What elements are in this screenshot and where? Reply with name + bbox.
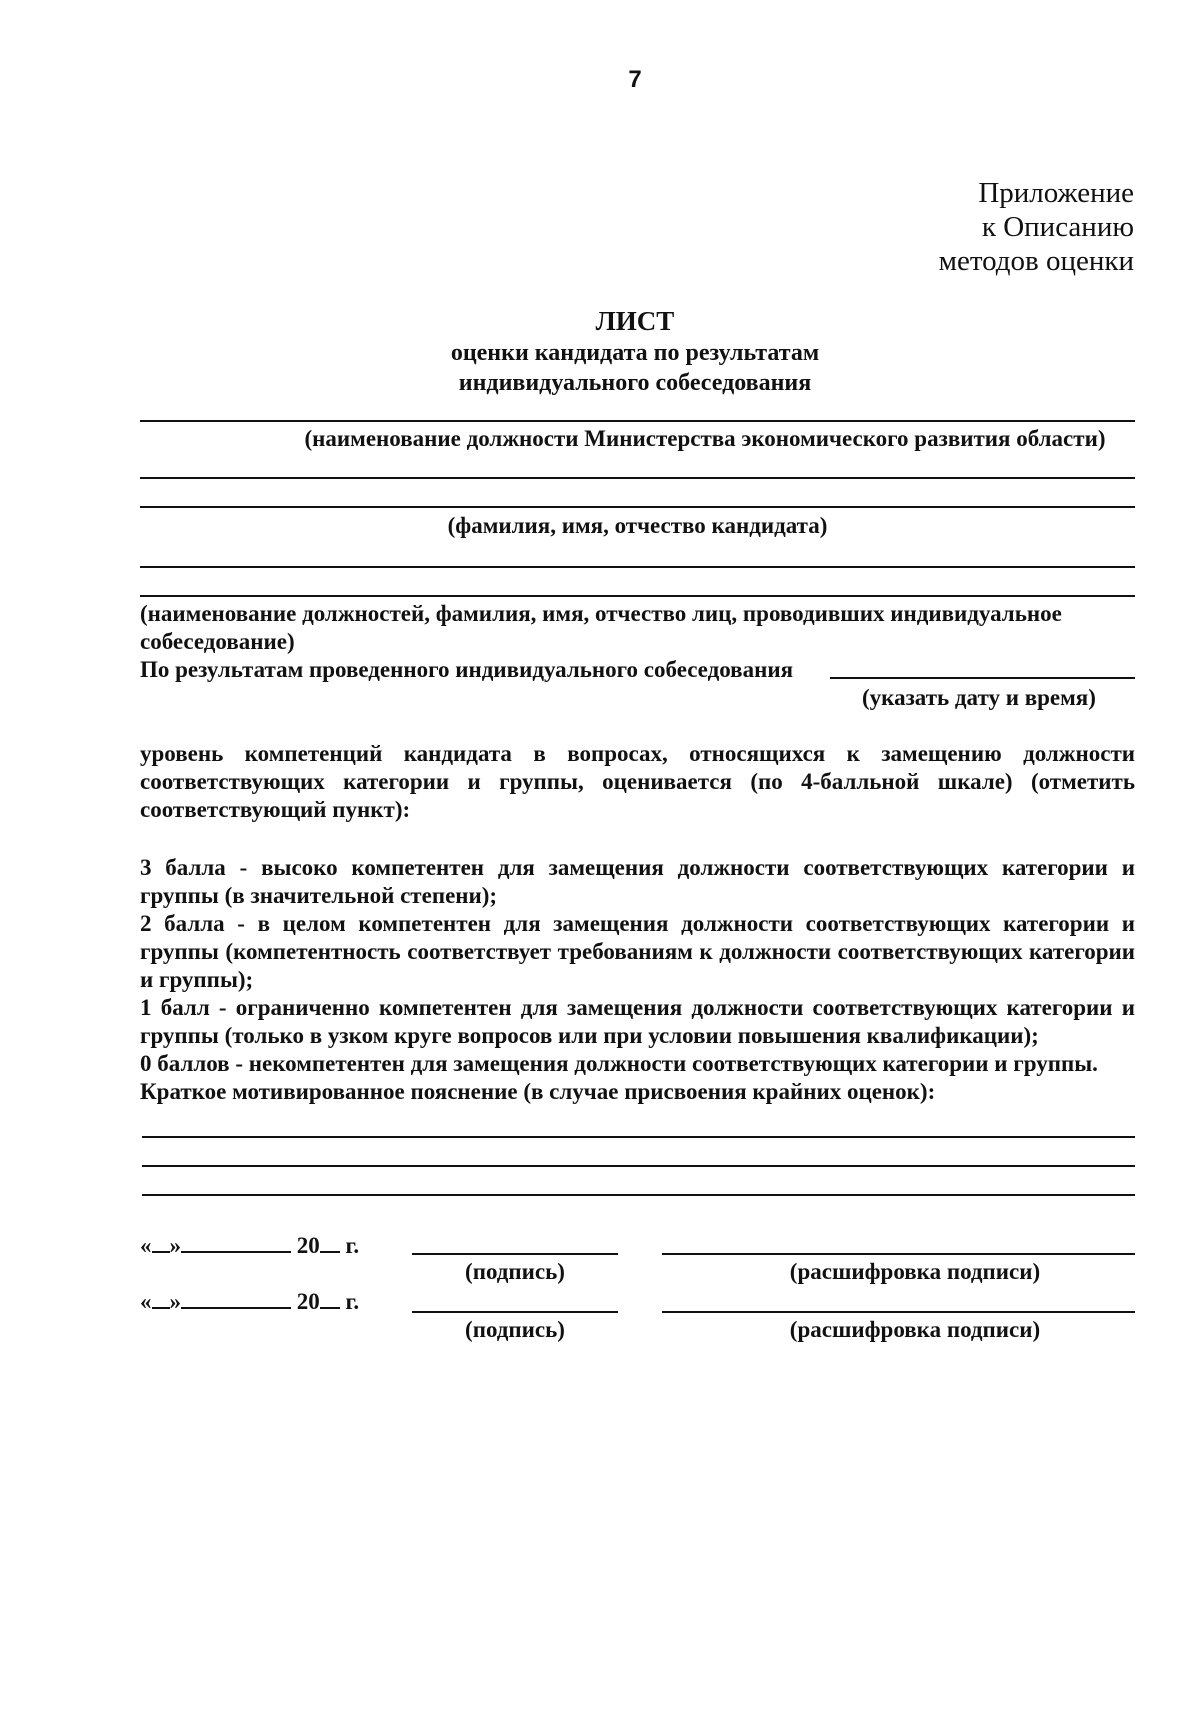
- explanation-line-1: [142, 1136, 1135, 1138]
- signature-line-2: [412, 1311, 618, 1313]
- interviewers-fill-line: [140, 595, 1135, 597]
- scale-item-3: 3 балла - высоко компетентен для замещения должности соответствующих категории и группы (в значительной степени);: [140, 855, 1135, 908]
- position-extra-line: [140, 477, 1135, 479]
- signature-date-row-1: [140, 1231, 359, 1260]
- month-blank: [181, 1287, 291, 1309]
- decoding-line-1: [662, 1253, 1135, 1255]
- position-fill-line: [140, 420, 1135, 422]
- position-caption: (наименование должности Министерства экономического развития области): [304, 426, 1106, 451]
- scale-item-0: 0 баллов - некомпетентен для замещения должности соответствующих категории и группы.: [140, 1051, 1098, 1076]
- annex-line-1: Приложение: [978, 177, 1134, 209]
- date-time-caption: (указать дату и время): [862, 685, 1096, 710]
- explanation-label: Краткое мотивированное пояснение (в случае присвоения крайних оценок):: [140, 1079, 936, 1104]
- year-suffix: г.: [345, 1289, 360, 1314]
- close-quote: »: [169, 1233, 181, 1258]
- interviewers-caption: (наименование должностей, фамилия, имя, отчество лиц, проводивших индивидуальное собеседование): [140, 601, 1062, 654]
- close-quote: »: [169, 1289, 181, 1314]
- year-prefix: 20: [296, 1289, 320, 1314]
- signature-date-row-2: [140, 1287, 359, 1316]
- decoding-line-2: [662, 1311, 1135, 1313]
- date-time-fill-line: [830, 677, 1135, 679]
- page-number: 7: [628, 66, 642, 93]
- scale-item-2: 2 балла - в целом компетентен для замещения должности соответствующих категории и группы (компетентность соответствует требованиям к должности соответствующих категории и группы);: [140, 911, 1135, 992]
- scale-item-1: 1 балл - ограниченно компетентен для замещения должности соответствующих категории и группы (только в узком круге вопросов или при условии повышения квалификации);: [140, 995, 1135, 1048]
- candidate-extra-line: [140, 566, 1135, 568]
- month-blank: [181, 1231, 291, 1253]
- year-prefix: 20: [296, 1233, 320, 1258]
- explanation-line-3: [142, 1194, 1135, 1196]
- sheet-title-line-3: индивидуального собеседования: [458, 370, 812, 396]
- signature-line-1: [412, 1253, 618, 1255]
- open-quote: «: [140, 1233, 152, 1258]
- sheet-title: [0, 306, 1200, 398]
- year-blank: [320, 1287, 340, 1309]
- assessment-intro: уровень компетенций кандидата в вопросах, относящихся к замещению должности соответствующих категории и группы, оценивается (по 4-балльной шкале) (отметить соответствующий пункт):: [140, 741, 1135, 822]
- annex-header: [939, 176, 1134, 278]
- day-blank: [152, 1287, 170, 1309]
- annex-line-3: методов оценки: [938, 245, 1134, 277]
- signature-caption-2: (подпись): [465, 1317, 565, 1342]
- annex-line-2: к Описанию: [981, 211, 1134, 243]
- sheet-title-main: ЛИСТ: [595, 306, 675, 336]
- candidate-fill-line: [140, 506, 1135, 508]
- results-intro: По результатам проведенного индивидуального собеседования: [140, 657, 794, 682]
- decoding-caption-2: (расшифровка подписи): [789, 1317, 1041, 1342]
- signature-caption-1: (подпись): [465, 1259, 565, 1284]
- candidate-caption: (фамилия, имя, отчество кандидата): [447, 513, 828, 538]
- year-suffix: г.: [345, 1233, 360, 1258]
- sheet-title-line-2: оценки кандидата по результатам: [450, 340, 820, 366]
- explanation-line-2: [142, 1165, 1135, 1167]
- open-quote: «: [140, 1289, 152, 1314]
- year-blank: [320, 1231, 340, 1253]
- day-blank: [152, 1231, 170, 1253]
- decoding-caption-1: (расшифровка подписи): [789, 1259, 1041, 1284]
